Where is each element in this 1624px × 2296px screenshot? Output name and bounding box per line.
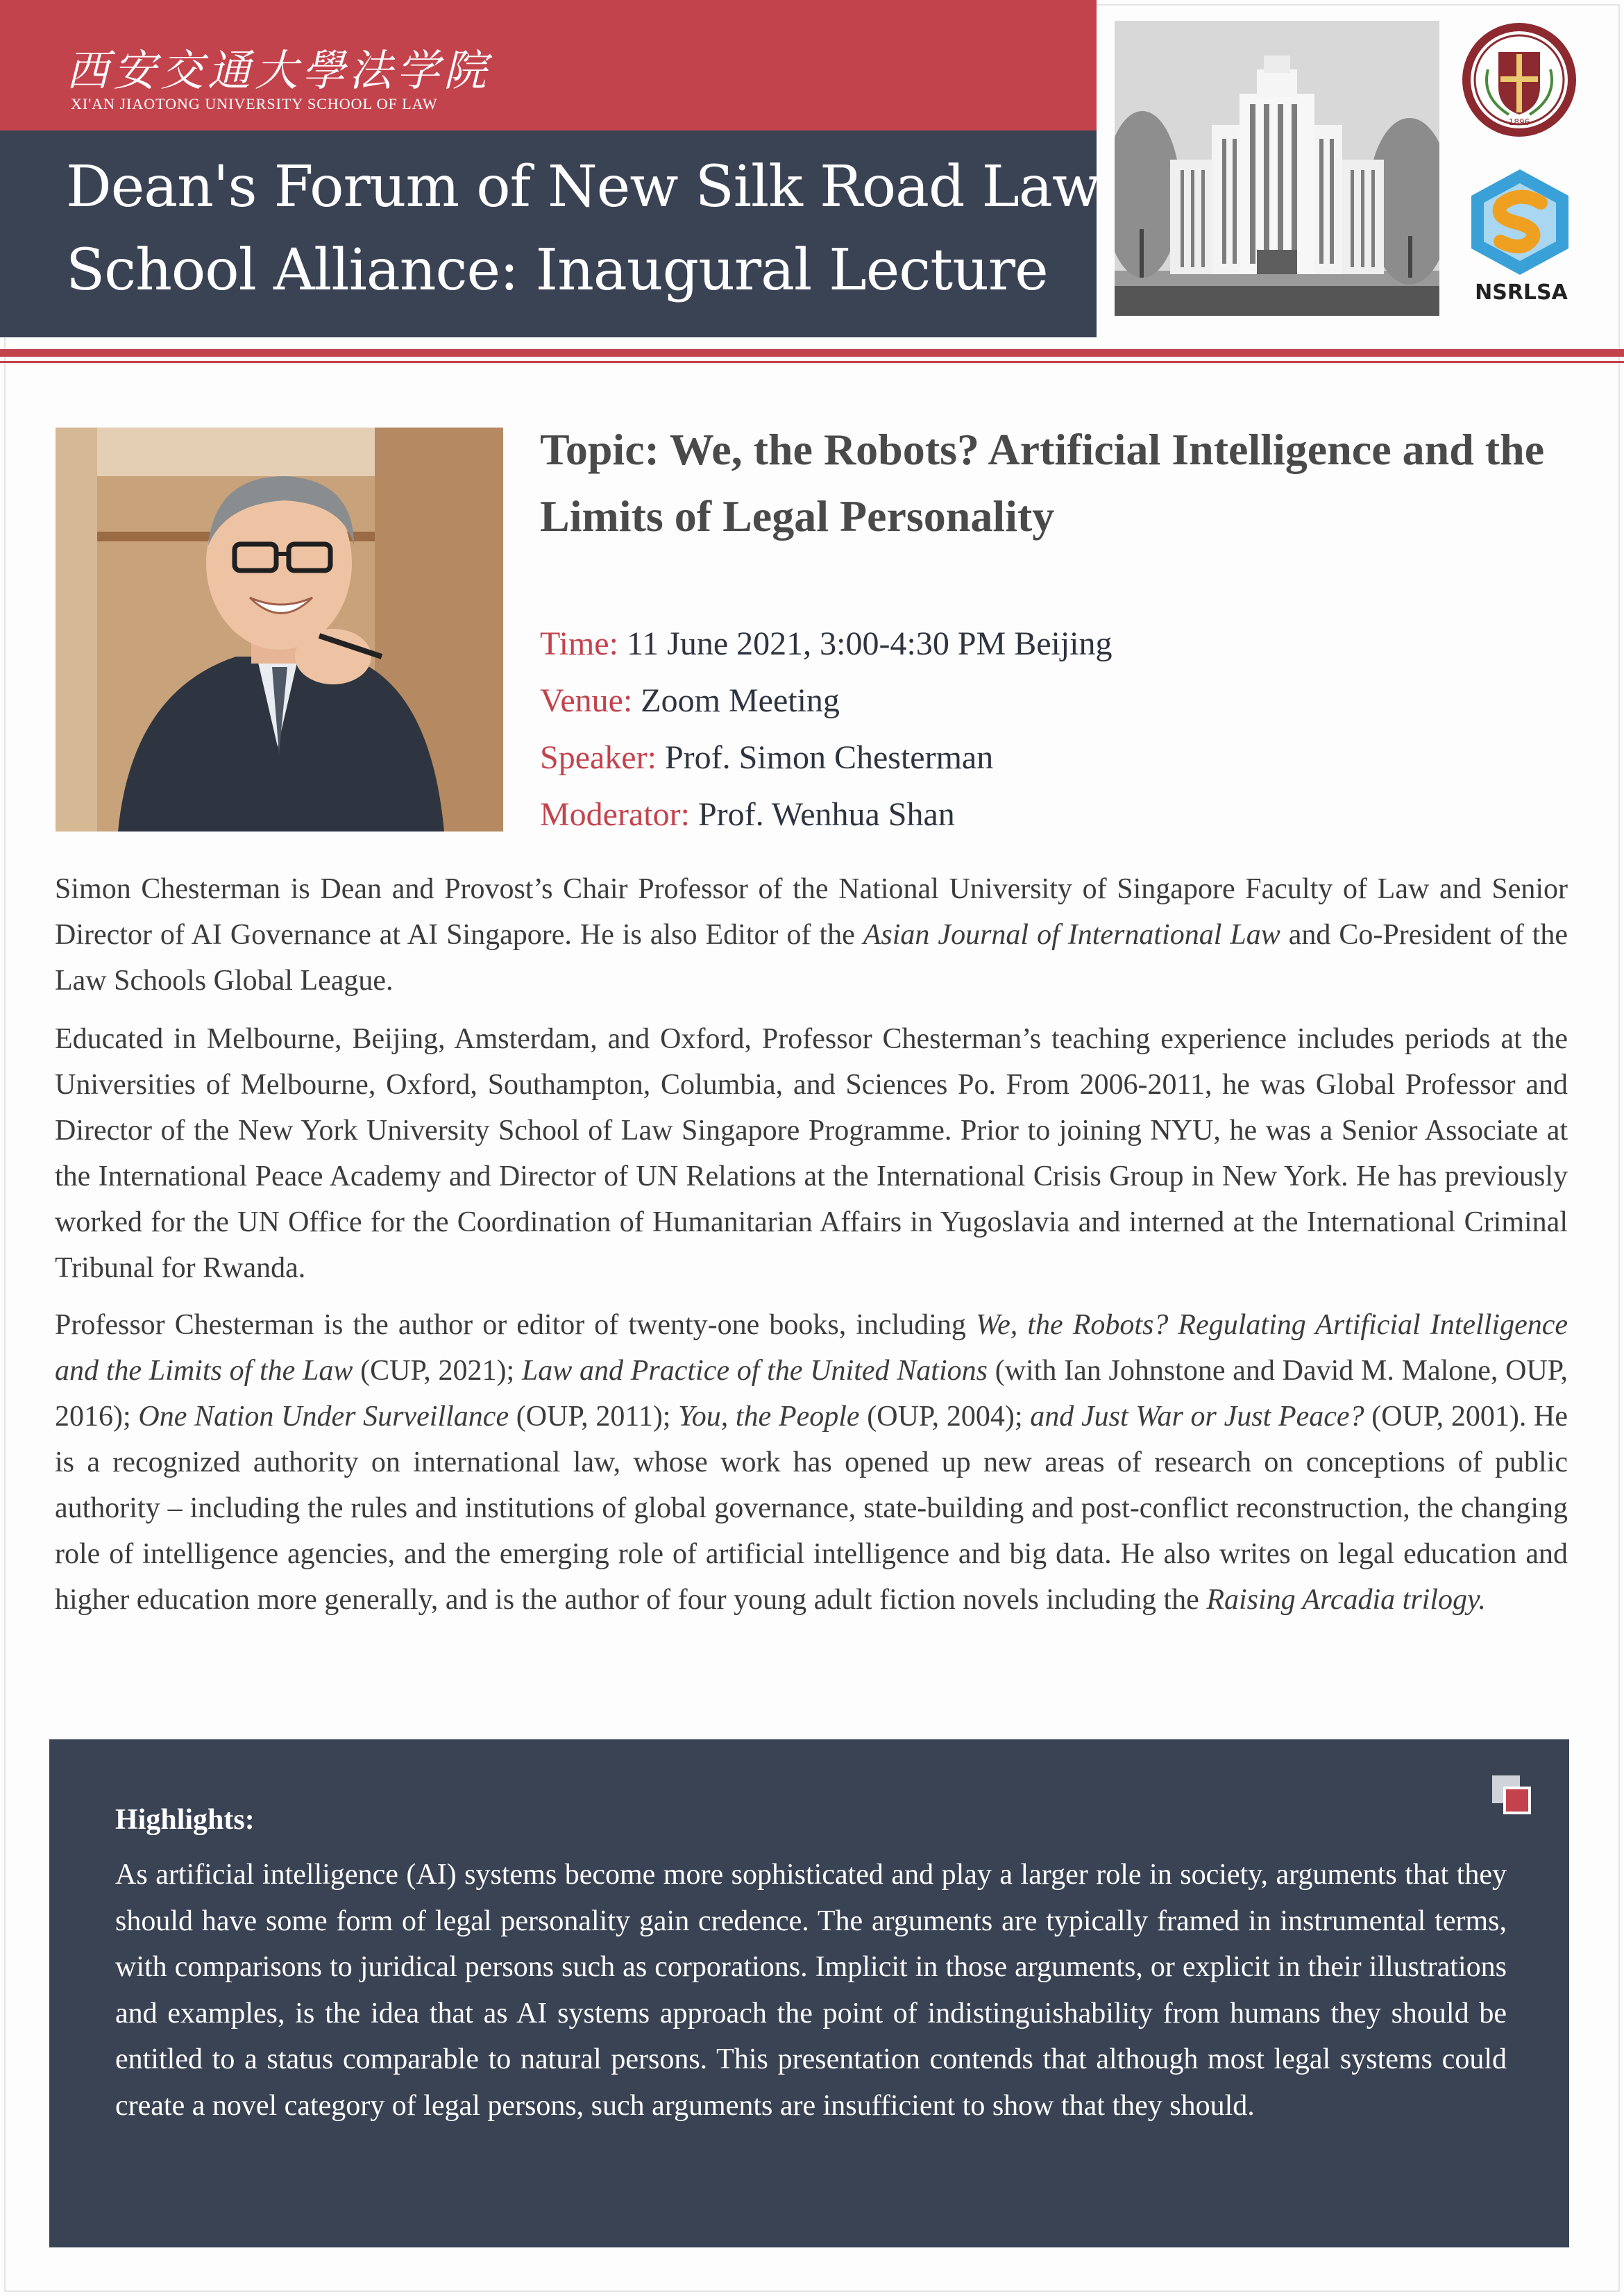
speaker-value: Prof. Simon Chesterman: [656, 739, 994, 776]
event-moderator: [540, 795, 955, 834]
moderator-value: Prof. Wenhua Shan: [689, 796, 955, 833]
event-time: [540, 625, 1113, 663]
overlapping-squares-icon: [1492, 1775, 1532, 1816]
seal-year: 1896: [1508, 117, 1530, 127]
campus-building-photo: [1115, 21, 1439, 316]
page-title-line-2: School Alliance: Inaugural Lecture: [66, 237, 1048, 303]
header-divider-thick: [0, 349, 1624, 357]
time-value: 11 June 2021, 3:00-4:30 PM Beijing: [618, 625, 1113, 662]
nsrlsa-logo-text: NSRLSA: [1475, 280, 1568, 305]
header-divider-thin: [0, 361, 1624, 363]
book-title: You, the People: [678, 1401, 860, 1433]
event-venue: [540, 682, 840, 720]
nsrlsa-logo: [1466, 167, 1574, 278]
time-label: Time:: [540, 625, 618, 662]
venue-label: Venue:: [540, 682, 633, 719]
book-title: Raising Arcadia trilogy.: [1206, 1584, 1486, 1616]
school-name-english: XI'AN JIAOTONG UNIVERSITY SCHOOL OF LAW: [71, 95, 438, 112]
event-speaker: [540, 738, 993, 777]
speaker-label: Speaker:: [540, 739, 657, 776]
venue-value: Zoom Meeting: [632, 682, 840, 719]
speaker-photo: [56, 428, 503, 832]
book-title: We, the Robots? Regulating Artificial Intelligence and the Limits of the Law: [55, 1309, 1568, 1387]
moderator-label: Moderator:: [540, 796, 690, 833]
highlights-title: Highlights:: [115, 1804, 255, 1836]
bio-paragraph-2: Educated in Melbourne, Beijing, Amsterdam, and Oxford, Professor Chesterman’s teaching experience includes periods at the Universities of Melbourne, Oxford, Southampton, Columbia, and Sciences Po. From 2006-2011, he was Global Professor and Director of the New York University School of Law Singapore Programme. Prior to joining NYU, he was a Senior Associate at the International Peace Academy and Director of UN Relations at the International Crisis Group in New York. He has previously worked for the UN Office for the Coordination of Humanitarian Affairs in Yugoslavia and interned at the International Criminal Tribunal for Rwanda.: [55, 1023, 1568, 1284]
university-seal-logo: [1460, 21, 1578, 139]
bio-paragraph-3: Professor Chesterman is the author or editor of twenty-one books, including We, the Robots? Regulating Artificial Intelligence and the Limits of the Law (CUP, 2021); Law and Practice of the United Nations (with Ian Johnstone and David M. Malone, OUP, 2016); One Nation Under Surveillance (OUP, 2011); You, the People (OUP, 2004); and Just War or Just Peace? (OUP, 2001). He is a recognized authority on international law, whose work has opened up new areas of research on conceptions of public authority – including the rules and institutions of global governance, state-building and post-conflict reconstruction, the changing role of intelligence agencies, and the emerging role of artificial intelligence and big data. He also writes on legal education and higher education more generally, and is the author of four young adult fiction novels including the Raising Arcadia trilogy.: [55, 1309, 1568, 1616]
highlights-text: As artificial intelligence (AI) systems become more sophisticated and play a larger role in society, arguments that they should have some form of legal personality gain credence. The arguments are typically framed in instrumental terms, with comparisons to juridical persons such as corporations. Implicit in those arguments, or explicit in their illustrations and examples, is the idea that as AI systems approach the point of indistinguishability from humans they should be entitled to a status comparable to natural persons. This presentation contends that although most legal systems could create a novel category of legal persons, such arguments are insufficient to show that they should.: [115, 1859, 1507, 2122]
school-name-chinese: 西安交通大學法学院: [66, 45, 491, 96]
book-title: Law and Practice of the United Nations: [521, 1355, 988, 1387]
lecture-topic: Topic: We, the Robots? Artificial Intelligence and the Limits of Legal Personality: [540, 425, 1545, 541]
book-title: One Nation Under Surveillance: [138, 1401, 509, 1433]
book-title: and Just War or Just Peace?: [1030, 1401, 1364, 1433]
bio-paragraph-1: Simon Chesterman is Dean and Provost’s Chair Professor of the National University of Singapore Faculty of Law and Senior Director of AI Governance at AI Singapore. He is also Editor of the Asian Journal of International Law and Co-President of the Law Schools Global League.: [55, 873, 1568, 997]
page-title-line-1: Dean's Forum of New Silk Road Law: [66, 154, 1101, 220]
journal-title: Asian Journal of International Law: [863, 919, 1280, 951]
